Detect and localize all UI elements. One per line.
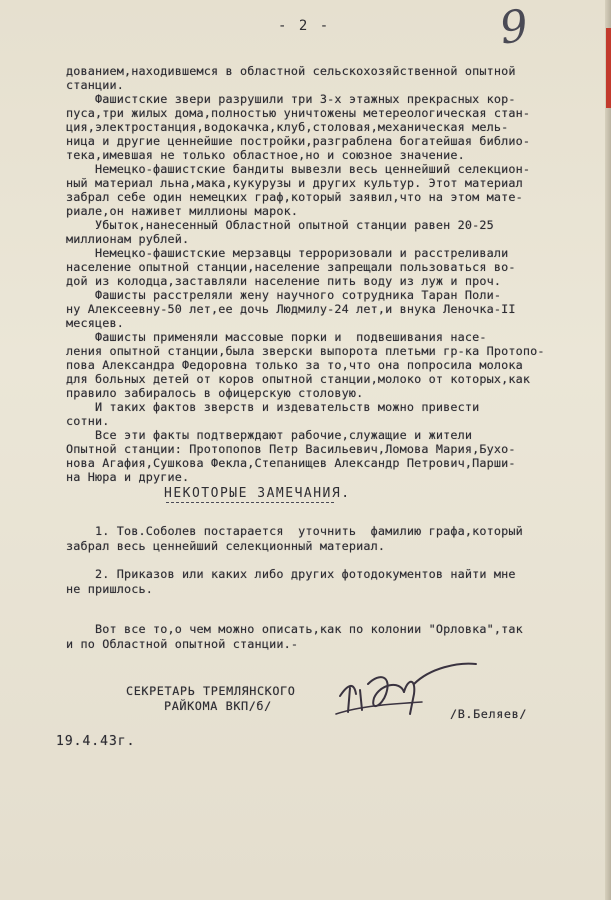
body-text-line: забрал себе один немецких граф,который заявил,что на этом мате- bbox=[66, 190, 523, 204]
body-text-line: Немецко-фашистские мерзавцы терроризовали и расстреливали bbox=[66, 246, 509, 260]
document-date: 19.4.43г. bbox=[56, 734, 136, 749]
body-text-line: месяцев. bbox=[66, 316, 125, 330]
remark-text-line: Вот все то,о чем можно описать,как по колонии "Орловка",так bbox=[66, 622, 523, 636]
body-text-line: для больных детей от коров опытной станции,молоко от которых,как bbox=[66, 372, 531, 386]
body-text-line: Опытной станции: Протопопов Петр Васильевич,Ломова Мария,Бухо- bbox=[66, 442, 516, 456]
remark-text-line: забрал весь ценнейший селекционный материал. bbox=[66, 539, 386, 553]
body-text-line: Все эти факты подтверждают рабочие,служащие и жители bbox=[66, 428, 473, 442]
page-number: - 2 - bbox=[278, 18, 331, 34]
remark-text-line: и по Областной опытной станции.- bbox=[66, 637, 299, 651]
signer-name: /В.Беляев/ bbox=[450, 707, 528, 721]
remark-text-line: 2. Приказов или каких либо других фотодокументов найти мне bbox=[66, 567, 516, 581]
body-text-line: ления опытной станции,была зверски выпорота плетьми гр-ка Протопо- bbox=[66, 344, 545, 358]
body-text-line: на Нюра и другие. bbox=[66, 470, 190, 484]
body-text-line: ция,электростанция,водокачка,клуб,столовая,механическая мель- bbox=[66, 120, 509, 134]
body-text-line: население опытной станции,население запрещали пользоваться во- bbox=[66, 260, 516, 274]
body-text-line: правило забиралось в офицерскую столовую. bbox=[66, 386, 364, 400]
body-text-line: дованием,находившемся в областной сельскохозяйственной опытной bbox=[66, 64, 516, 78]
body-text-line: пуса,три жилых дома,полностью уничтожены метереологическая стан- bbox=[66, 106, 531, 120]
body-text-line: миллионам рублей. bbox=[66, 232, 190, 246]
archive-folio-number: 9 bbox=[496, 0, 532, 55]
body-text-line: И таких фактов зверств и издевательств можно привести bbox=[66, 400, 480, 414]
page-edge bbox=[605, 0, 611, 900]
body-text-line: Фашисты применяли массовые порки и подвешивания насе- bbox=[66, 330, 487, 344]
body-text-line: Фашистские звери разрушили три 3-х этажных прекрасных кор- bbox=[66, 92, 516, 106]
heading-underline bbox=[166, 502, 334, 503]
red-binding-tape bbox=[606, 28, 611, 108]
body-text-line: Немецко-фашистские бандиты вывезли весь ценнейший селекцион- bbox=[66, 162, 531, 176]
body-text-line: риале,он наживет миллионы марок. bbox=[66, 204, 299, 218]
body-text-line: ный материал льна,мака,кукурузы и других культур. Этот материал bbox=[66, 176, 523, 190]
body-text-line: ну Алексеевну-50 лет,ее дочь Людмилу-24 лет,и внука Леночка-II bbox=[66, 302, 516, 316]
body-text-line: Фашисты расстреляли жену научного сотрудника Таран Поли- bbox=[66, 288, 502, 302]
section-heading: НЕКОТОРЫЕ ЗАМЕЧАНИЯ. bbox=[164, 486, 351, 501]
signer-title-line-1: СЕКРЕТАРЬ ТРЕМЛЯНСКОГО bbox=[126, 684, 296, 698]
body-text-line: дой из колодца,заставляли население пить воду из луж и проч. bbox=[66, 274, 502, 288]
body-text-line: ница и другие ценнейшие постройки,разграблена богатейшая библио- bbox=[66, 134, 531, 148]
body-text-line: станции. bbox=[66, 78, 125, 92]
body-text-line: нова Агафия,Сушкова Фекла,Степанищев Александр Петрович,Парши- bbox=[66, 456, 516, 470]
signer-title-line-2: РАЙКОМА ВКП/б/ bbox=[164, 699, 272, 713]
body-text-line: сотни. bbox=[66, 414, 110, 428]
body-text-line: тека,имевшая не только областное,но и союзное значение. bbox=[66, 148, 465, 162]
remark-text-line: не пришлось. bbox=[66, 582, 154, 596]
body-text-line: Убыток,нанесенный Областной опытной станции равен 20-25 bbox=[66, 218, 494, 232]
body-text-line: пова Александра Федоровна только за то,что она попросила молока bbox=[66, 358, 523, 372]
remark-text-line: 1. Тов.Соболев постарается уточнить фамилию графа,который bbox=[66, 524, 523, 538]
